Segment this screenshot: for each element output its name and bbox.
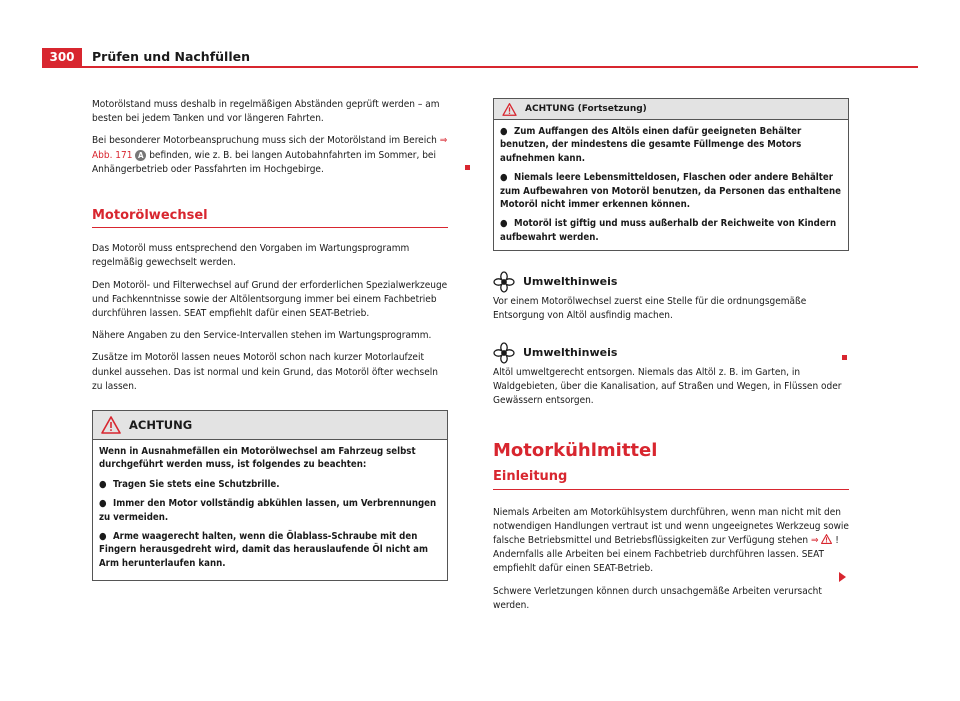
left-paragraph-2-a: Bei besonderer Motorbeanspruchung muss sich der Motorölstand im Bereich [92,135,437,147]
right-paragraph-1 [493,506,849,577]
section-title-motoroelwechsel: Motorölwechsel [92,209,448,228]
environment-note-2-text: Altöl umweltgerecht entsorgen. Niemals das Altöl z. B. im Garten, in Waldgebieten, über die Kanalisation, auf Straßen und Wegen, in Flüssen oder Gewässern entsorgen. [493,366,842,407]
left-paragraph-2 [92,134,448,177]
bullet-marker: ● [99,478,107,490]
warning-box-header [93,411,447,440]
right-paragraph-2: Schwere Verletzungen können durch unsachgemäße Arbeiten verursacht werden. [493,585,822,611]
environment-note-2-title: Umwelthinweis [523,345,618,359]
header-title: Prüfen und Nachfüllen [92,49,250,64]
warning-bullet: ● Arme waagerecht halten, wenn die Ölablass-Schraube mit den Fingern herausgedreht wird, damit das herauslaufende Öl nicht am Arm herunterlaufen kann. [99,531,428,569]
environment-flower-icon [493,342,515,364]
warning-continued-box [493,98,849,251]
left-paragraph-4: Den Motoröl- und Filterwechsel auf Grund der erforderlichen Spezialwerkzeuge und Fachkenntnisse sowie der Altölentsorgung immer bei einem Fachbetrieb durchführen lassen. SEAT empfiehlt dafür einen SEAT-Betrieb. [92,279,448,320]
left-paragraph-3: Das Motoröl muss entsprechend den Vorgaben im Wartungsprogramm regelmäßig gewechselt werden. [92,243,410,269]
warning-continued-body [494,120,848,250]
left-paragraph-5: Nähere Angaben zu den Service-Intervallen stehen im Wartungsprogramm. [92,330,432,342]
environment-note-title [493,271,849,293]
warning-intro: Wenn in Ausnahmefällen ein Motorölwechsel am Fahrzeug selbst durchgeführt werden muss, ist folgendes zu beachten: [99,446,416,471]
left-paragraph-1: Motorölstand muss deshalb in regelmäßigen Abständen geprüft werden – am besten bei jedem Tanken und vor längeren Fahrten. [92,99,440,125]
warning-box [92,410,448,581]
bullet-marker: ● [500,172,508,184]
warning-continued-title: ACHTUNG (Fortsetzung) [525,103,647,114]
warning-continued-header [494,99,848,120]
end-of-section-marker [842,355,847,360]
warning-reference-link[interactable]: ⇒ [811,535,819,547]
right-column [493,98,849,621]
warning-bullet: ● Zum Auffangen des Altöls einen dafür geeigneten Behälter benutzen, der mindestens die gesamte Füllmenge des Motors aufnehmen kann. [500,126,802,164]
continue-arrow-icon [839,572,846,582]
warning-bullet: ● Motoröl ist giftig und muss außerhalb der Reichweite von Kindern aufbewahrt werden. [500,218,837,243]
right-paragraph-1-b: ! Andernfalls alle Arbeiten bei einem Fachbetrieb durchführen lassen. SEAT empfiehlt dafür einen SEAT-Betrieb. [493,535,839,575]
bullet-marker: ● [500,218,508,230]
figure-callout-badge: A [135,150,146,161]
page-number: 300 [42,48,82,66]
section-title-motorkuehlmittel: Motorkühlmittel [493,440,658,462]
environment-note-title [493,342,849,364]
warning-title: ACHTUNG [129,417,193,432]
warning-triangle-icon [821,534,832,544]
left-paragraph-2-b: befinden, wie z. B. bei langen Autobahnfahrten im Sommer, bei Anhängerbetrieb oder Passfahrten im Hochgebirge. [92,149,436,175]
subsection-title-einleitung: Einleitung [493,470,849,489]
warning-bullet: ● Niemals leere Lebensmitteldosen, Flaschen oder andere Behälter zum Aufbewahren von Motoröl benutzen, da Personen das enthaltene Motoröl nicht immer erkennen können. [500,172,842,211]
end-of-section-marker [465,165,470,170]
bullet-marker: ● [500,126,508,137]
left-paragraph-6: Zusätze im Motoröl lassen neues Motoröl schon nach kurzer Motorlaufzeit dunkel aussehen. Das ist normal und kein Grund, das Motoröl öfter wechseln zu lassen. [92,352,438,392]
bullet-marker: ● [99,531,107,543]
environment-note-1-text: Vor einem Motorölwechsel zuerst eine Stelle für die ordnungsgemäße Entsorgung von Altöl ausfindig machen. [493,296,807,322]
right-paragraph-1-a: Niemals Arbeiten am Motorkühlsystem durchführen, wenn man nicht mit den notwendigen Handlungen vertraut ist und wenn ungeeignetes Werkzeug sowie falsche Betriebsmittel und Betriebsflüssigkeiten zur Verfügung stehen [493,506,849,547]
warning-triangle-icon [502,103,517,116]
figure-reference-link[interactable]: ⇒ Abb. 171 [92,135,448,161]
bullet-marker: ● [99,498,107,510]
environment-flower-icon [493,271,515,293]
environment-note-2 [493,342,849,409]
left-column [92,98,448,581]
warning-triangle-icon [101,416,121,434]
warning-body [93,440,447,580]
environment-note-1-title: Umwelthinweis [523,275,618,289]
environment-note-1 [493,271,849,323]
header-rule [42,66,918,68]
warning-bullet: ● Tragen Sie stets eine Schutzbrille. [99,478,280,490]
warning-bullet: ● Immer den Motor vollständig abkühlen lassen, um Verbrennungen zu vermeiden. [99,498,437,523]
